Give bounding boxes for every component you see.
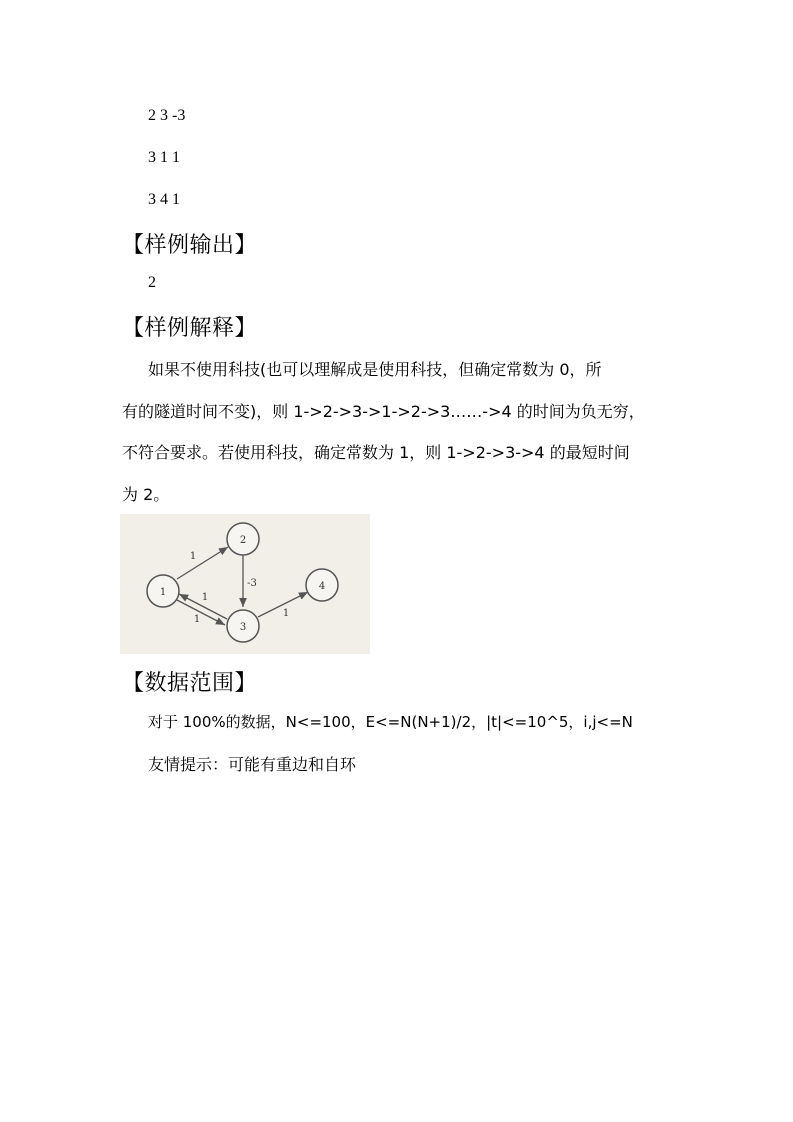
hint-text: 友情提示：可能有重边和自环 bbox=[148, 755, 357, 774]
sample-input-line: 3 4 1 bbox=[148, 191, 180, 208]
node-label: 1 bbox=[159, 587, 167, 598]
graph-figure bbox=[120, 514, 370, 654]
sample-input-line: 3 1 1 bbox=[148, 149, 180, 166]
node-label: 4 bbox=[318, 581, 326, 592]
edge-1-2 bbox=[177, 547, 228, 579]
sample-explanation-heading: 【样例解释】 bbox=[122, 316, 258, 341]
constraints-text: 对于 100%的数据，N<=100，E<=N(N+1)/2，|t|<=10^5，i,j<=N bbox=[148, 713, 633, 731]
sample-input-line: 2 3 -3 bbox=[148, 107, 186, 124]
node-label: 2 bbox=[239, 535, 247, 546]
explanation-line: 如果不使用科技(也可以理解成是使用科技，但确定常数为 0，所 bbox=[148, 360, 602, 379]
sample-output-value: 2 bbox=[148, 274, 156, 291]
graph-diagram bbox=[120, 514, 370, 654]
explanation-line: 为 2。 bbox=[122, 485, 170, 504]
edge-label: 1 bbox=[201, 592, 209, 603]
explanation-line: 不符合要求。若使用科技，确定常数为 1，则 1->2->3->4 的最短时间 bbox=[122, 443, 630, 462]
explanation-line: 有的隧道时间不变)，则 1->2->3->1->2->3……->4 的时间为负无穷， bbox=[122, 402, 645, 421]
edge-1-3 bbox=[177, 600, 225, 625]
node-label: 3 bbox=[239, 622, 247, 633]
edge-label: 1 bbox=[282, 608, 290, 619]
edge-label: -3 bbox=[247, 578, 257, 589]
edge-label: 1 bbox=[189, 551, 197, 562]
edge-label: 1 bbox=[193, 614, 201, 625]
sample-output-heading: 【样例输出】 bbox=[122, 233, 258, 258]
data-range-heading: 【数据范围】 bbox=[122, 671, 258, 696]
